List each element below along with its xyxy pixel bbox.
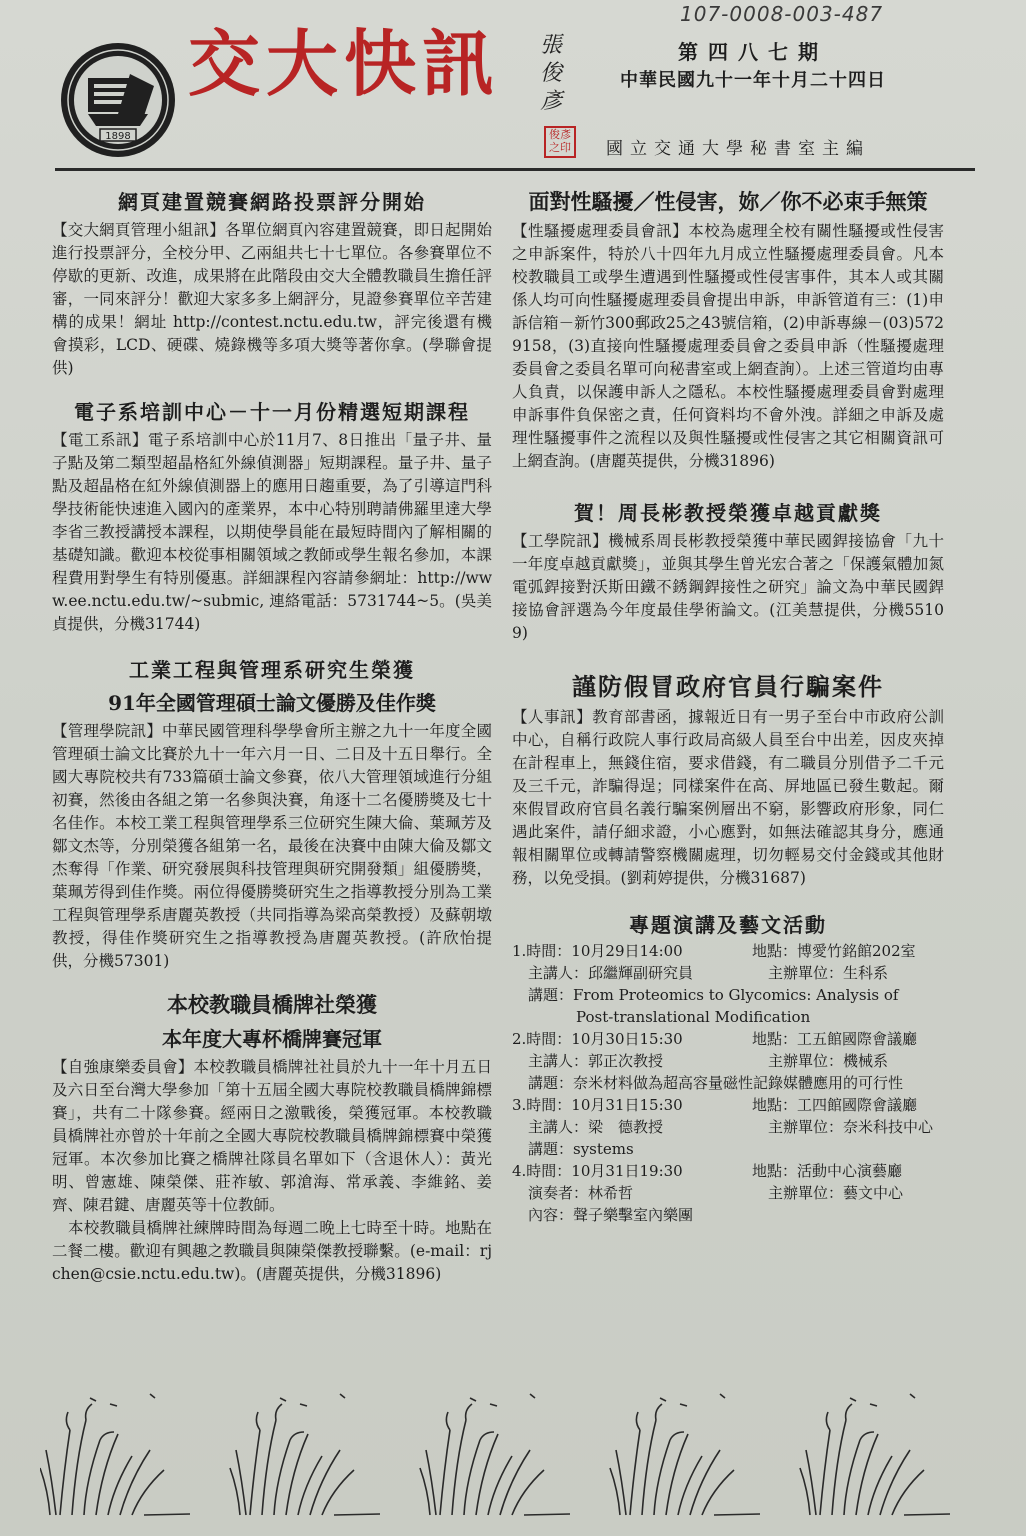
article-title: 面對性騷擾／性侵害，妳／你不必束手無策	[528, 190, 928, 214]
red-seal-stamp: 俊彥之印	[544, 126, 576, 158]
calligraphy-signature: 張俊彥	[540, 33, 563, 114]
reed-grass-decoration-icon	[40, 1390, 980, 1520]
article-body: 【工學院訊】機械系周長彬教授榮獲中華民國銲接協會「九十一年度卓越貢獻獎」，並與其學生曾光宏合著之「保護氣體加氮電弧銲接對沃斯田鐵不銹鋼銲接性之研究」論文為中華民國銲接協會評選為今年度最佳學術論文。(江美慧提供，分機55109)	[512, 532, 944, 642]
article	[52, 396, 492, 636]
article-body: 【自強康樂委員會】本校教職員橋牌社社員於九十一年十月五日及六日至台灣大學參加「第十五屆全國大專院校教職員橋牌錦標賽」，共有二十隊參賽。經兩日之激戰後，榮獲冠軍。本校教職員橋牌社亦曾於十年前之全國大專院校教職員橋牌錦標賽中榮獲冠軍。本次參加比賽之橋牌社隊員名單如下（含退休人）：黃光明、曾憲雄、陳榮傑、莊祚敏、郭滄海、常承義、李維銘、姜齊、陳君鍵、唐麗英等十位教師。	[52, 1058, 492, 1214]
event-person: 主講人：郭正次教授	[528, 1052, 664, 1070]
article	[52, 989, 492, 1286]
event-topic: 講題：systems	[528, 1140, 634, 1158]
article-title: 網頁建置競賽網路投票評分開始	[118, 190, 426, 214]
article-body: 【管理學院訊】中華民國管理科學學會所主辦之九十一年度全國管理碩士論文比賽於九十一年六月一日、二日及十五日舉行。全國大專院校共有733篇碩士論文參賽，依八大管理領域進行分組初賽，然後由各組之第一名參與決賽，角逐十二名優勝獎及七十名佳作。本校工業工程與管理學系三位研究生陳大倫、葉珮芳及鄒文杰等，分別榮獲各組第一名，最後在決賽中由陳大倫及鄒文杰奪得「作業、研究發展與科技管理與研究開發類」組優勝獎，葉珮芳得到佳作獎。兩位得優勝獎研究生之指導教授分別為工業工程與管理學系唐麗英教授（共同指導為梁高榮教授）及蘇朝墩教授，得佳作獎研究生之指導教授為唐麗英教授。(許欣怡提供，分機57301)	[52, 722, 492, 970]
event-time: 4.時間：10月31日19:30	[512, 1162, 683, 1180]
left-column	[52, 180, 492, 1298]
article-body: 本校教職員橋牌社練牌時間為每週二晚上七時至十時。地點在二餐二樓。歡迎有興趣之教職員與陳榮傑教授聯繫。(e-mail：rjchen@csie.nctu.edu.tw)。(唐麗英提供，分機31896)	[52, 1219, 492, 1283]
article-body: 【人事訊】教育部書函，據報近日有一男子至台中市政府公訓中心，自稱行政院人事行政局高級人員至台中出差，因皮夾掉在計程車上，無錢住宿，要求借錢，有二職員分別借予二千元及三千元，詐騙得逞；同樣案件在高、屏地區已發生數起。爾來假冒政府官員名義行騙案例層出不窮，影響政府形象，同仁遇此案件，請仔細求證，小心應對，如無法確認其身分，應通報相關單位或轉請警察機關處理，切勿輕易交付金錢或其他財務，以免受損。(劉莉婷提供，分機31687)	[512, 708, 944, 887]
editor-line: 國立交通大學秘書室主編	[606, 139, 870, 159]
article	[52, 654, 492, 973]
events-section	[512, 914, 944, 1226]
issue-number: 第四八七期	[678, 40, 828, 64]
event-place: 地點：活動中心演藝廳	[752, 1162, 903, 1180]
article-title: 謹防假冒政府官員行騙案件	[572, 673, 884, 701]
event-topic: 講題：奈米材料做為超高容量磁性記錄媒體應用的可行性	[528, 1074, 904, 1092]
masthead-divider	[55, 168, 975, 171]
article	[52, 186, 492, 380]
event-person: 主講人：邱繼輝副研究員	[528, 964, 694, 982]
article-body: 【電工系訊】電子系培訓中心於11月7、8日推出「量子井、量子點及第二類型超晶格紅外線偵測器」短期課程。量子井、量子點及超晶格在紅外線偵測器上的應用日趨重要，為了引導這門科學技術能快速進入國內的產業界，本中心特別聘請佛羅里達大學李省三教授講授本課程，以期使學員能在最短時間內了解相關的基礎知識。歡迎本校從事相關領域之教師或學生報名參加，本課程費用對學生有特別優惠。詳細課程內容請參網址：http://www.ee.nctu.edu.tw/~submic, 連絡電話：5731744~5。(吳美貞提供，分機31744)	[52, 431, 492, 633]
archive-number: 107-0008-003-487	[680, 2, 884, 26]
article	[512, 186, 944, 473]
emblem-year: 1898	[105, 131, 131, 142]
article	[512, 667, 944, 890]
event-item	[512, 1028, 944, 1094]
university-emblem-icon	[58, 40, 178, 160]
event-item	[512, 1160, 944, 1226]
event-place: 地點：博愛竹銘館202室	[752, 942, 916, 960]
article-title: 本校教職員橋牌社榮獲	[167, 993, 377, 1017]
event-item	[512, 940, 944, 1028]
article-title: 賀！周長彬教授榮獲卓越貢獻獎	[574, 501, 882, 525]
article-title: 電子系培訓中心－十一月份精選短期課程	[74, 400, 470, 424]
masthead-title: 交大快訊	[188, 21, 501, 106]
event-item	[512, 1094, 944, 1160]
event-place: 地點：工四館國際會議廳	[752, 1096, 918, 1114]
event-host: 主辦單位：奈米科技中心	[768, 1118, 934, 1136]
article-title: 工業工程與管理系研究生榮獲	[129, 658, 415, 682]
event-topic: 講題：From Proteomics to Glycomics: Analysis of	[528, 986, 899, 1004]
article-body: 【性騷擾處理委員會訊】本校為處理全校有關性騷擾或性侵害之申訴案件，特於八十四年九月成立性騷擾處理委員會。凡本校教職員工或學生遭遇到性騷擾或性侵害事件，其本人或其關係人均可向性騷擾處理委員會提出申訴，申訴管道有三：(1)申訴信箱－新竹300郵政25之43號信箱，(2)申訴專線－(03)5729158，(3)直接向性騷擾處理委員會之委員申訴（性騷擾處理委員會之委員名單可向秘書室或上網查詢）。上述三管道均由專人負責，以保護申訴人之隱私。本校性騷擾處理委員會對處理申訴事件負保密之責，任何資料均不會外洩。詳細之申訴及處理性騷擾事件之流程以及與性騷擾或性侵害之其它相關資訊可上網查詢。(唐麗英提供，分機31896)	[512, 222, 944, 470]
event-person: 演奏者：林希哲	[528, 1184, 634, 1202]
event-time: 1.時間：10月29日14:00	[512, 942, 683, 960]
article-body: 【交大網頁管理小組訊】各單位網頁內容建置競賽，即日起開始進行投票評分，全校分甲、乙兩組共七十七單位。各參賽單位不停歇的更新、改進，成果將在此階段由交大全體教職員生擔任評審，一同來評分！歡迎大家多多上網評分，見證參賽單位辛苦建構的成果！網址 http://contest.nctu.edu.tw，評完後還有機會摸彩，LCD、硬碟、燒錄機等多項大獎等著你拿。(學聯會提供)	[52, 221, 492, 377]
event-topic: 內容：聲子樂擊室內樂團	[528, 1206, 694, 1224]
event-time: 3.時間：10月31日15:30	[512, 1096, 683, 1114]
event-time: 2.時間：10月30日15:30	[512, 1030, 683, 1048]
event-host: 主辦單位：生科系	[768, 964, 889, 982]
article-subtitle: 91年全國管理碩士論文優勝及佳作獎	[108, 691, 436, 715]
right-column	[512, 180, 944, 1238]
event-topic-line2: Post-translational Modification	[576, 1008, 811, 1026]
event-place: 地點：工五館國際會議廳	[752, 1030, 918, 1048]
event-host: 主辦單位：藝文中心	[768, 1184, 904, 1202]
issue-date: 中華民國九十一年十月二十四日	[620, 70, 886, 91]
events-title: 專題演講及藝文活動	[629, 913, 827, 937]
article	[512, 497, 944, 645]
event-host: 主辦單位：機械系	[768, 1052, 889, 1070]
article-subtitle: 本年度大專杯橋牌賽冠軍	[162, 1027, 382, 1051]
event-person: 主講人：梁 德教授	[528, 1118, 664, 1136]
